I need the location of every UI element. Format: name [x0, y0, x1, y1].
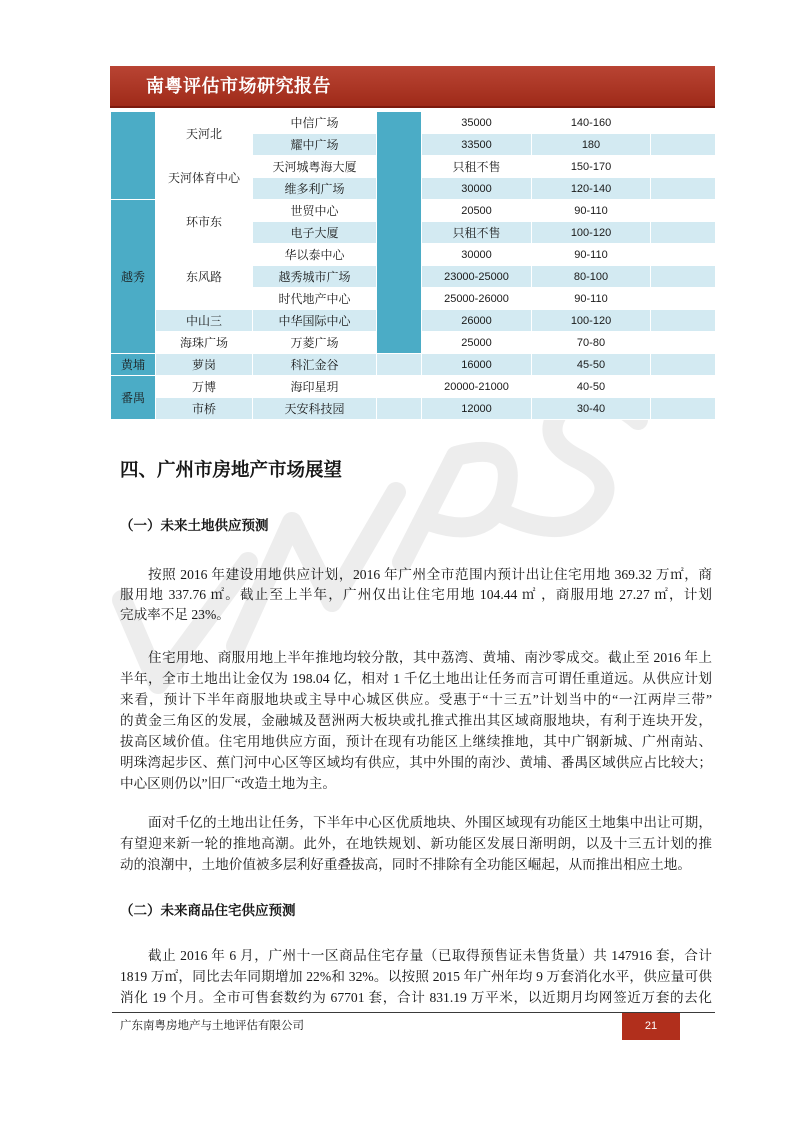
sale-price-cell: 35000 — [422, 112, 532, 134]
sale-price-cell: 16000 — [422, 354, 532, 376]
paragraph-line: 住宅用地、商服用地上半年推地均较分散，其中荔湾、黄埔、南沙零成交。截止至 2016 年上 — [148, 650, 712, 665]
office-price-table — [110, 111, 716, 420]
rent-cell: 100-120 — [532, 222, 651, 244]
district-cell: 番禺 — [111, 376, 156, 420]
blank-cell — [651, 398, 716, 420]
district-cell: 越秀 — [111, 200, 156, 354]
district-cell — [111, 112, 156, 200]
sale-price-cell: 只租不售 — [422, 156, 532, 178]
building-cell: 中华国际中心 — [253, 310, 377, 332]
building-cell: 世贸中心 — [253, 200, 377, 222]
district-cell: 黄埔 — [111, 354, 156, 376]
paragraph-line: 面对千亿的土地出让任务，下半年中心区优质地块、外围区域现有功能区土地集中出让可期， — [148, 815, 712, 830]
area-cell: 环市东 — [156, 200, 253, 244]
blank-cell — [651, 200, 716, 222]
blank-cell — [377, 354, 422, 376]
sale-price-cell: 30000 — [422, 244, 532, 266]
paragraph — [120, 647, 712, 794]
rent-cell: 80-100 — [532, 266, 651, 288]
paragraph-line: 消化 19 个月。全市可售套数约为 67701 套，合计 831.19 万平米，以近期月均网签近万套的去化 — [120, 990, 712, 1005]
report-title: 南粤评估市场研究报告 — [146, 76, 331, 96]
building-cell: 维多利广场 — [253, 178, 377, 200]
rent-cell: 30-40 — [532, 398, 651, 420]
paragraph-line: 半年，全市土地出让金仅为 198.04 亿，相对 1 千亿土地出让任务而言可谓任重道远。从供应计划 — [120, 671, 712, 686]
sale-price-cell: 26000 — [422, 310, 532, 332]
rent-cell: 180 — [532, 134, 651, 156]
area-cell: 海珠广场 — [156, 332, 253, 354]
sale-price-cell: 只租不售 — [422, 222, 532, 244]
paragraph-line: 中心区则仍以”旧厂“改造土地为主。 — [120, 776, 336, 791]
rent-cell: 90-110 — [532, 288, 651, 310]
area-cell: 天河体育中心 — [156, 156, 253, 200]
rent-cell: 90-110 — [532, 200, 651, 222]
area-cell: 万博 — [156, 376, 253, 398]
table-body — [111, 112, 716, 420]
sale-price-cell: 25000-26000 — [422, 288, 532, 310]
blank-cell — [651, 266, 716, 288]
blank-cell — [651, 244, 716, 266]
blank-cell — [651, 222, 716, 244]
building-cell: 越秀城市广场 — [253, 266, 377, 288]
rent-cell: 70-80 — [532, 332, 651, 354]
building-cell: 天河城粤海大厦 — [253, 156, 377, 178]
table-row — [111, 354, 716, 376]
paragraph-line: 按照 2016 年建设用地供应计划，2016 年广州全市范围内预计出让住宅用地 369.32 万㎡，商 — [148, 567, 712, 582]
rent-cell: 120-140 — [532, 178, 651, 200]
sale-price-cell: 20500 — [422, 200, 532, 222]
paragraph — [120, 565, 712, 625]
area-cell: 市桥 — [156, 398, 253, 420]
rent-cell: 150-170 — [532, 156, 651, 178]
table-row — [111, 112, 716, 134]
sale-price-cell: 23000-25000 — [422, 266, 532, 288]
page-number: 21 — [622, 1013, 680, 1040]
paragraph-line: 明珠湾起步区、蕉门河中心区等区域均有供应，其中外围的南沙、黄埔、番禺区域供应占比较大； — [120, 755, 712, 770]
building-cell: 中信广场 — [253, 112, 377, 134]
footer-company-name: 广东南粤房地产与土地评估有限公司 — [120, 1020, 304, 1032]
blank-cell — [651, 178, 716, 200]
building-cell: 天安科技园 — [253, 398, 377, 420]
rent-cell: 100-120 — [532, 310, 651, 332]
rent-cell: 90-110 — [532, 244, 651, 266]
subsection-title: （一）未来土地供应预测 — [120, 518, 269, 533]
building-cell: 时代地产中心 — [253, 288, 377, 310]
area-cell: 东风路 — [156, 244, 253, 310]
paragraph-line: 来看，预计下半年商服地块或主导中心城区供应。受惠于“十三五”计划当中的“一江两岸三带” — [120, 692, 712, 707]
area-cell: 萝岗 — [156, 354, 253, 376]
blank-cell — [651, 354, 716, 376]
building-cell: 科汇金谷 — [253, 354, 377, 376]
blank-cell — [651, 134, 716, 156]
building-cell: 万菱广场 — [253, 332, 377, 354]
sale-price-cell: 12000 — [422, 398, 532, 420]
blank-cell — [377, 398, 422, 420]
paragraph-line: 的黄金三角区的发展，金融城及琶洲两大板块或扎推式推出其区域商服地块，有利于连块开发， — [120, 713, 712, 728]
table-row — [111, 376, 716, 398]
blank-cell — [377, 376, 422, 398]
area-cell: 中山三 — [156, 310, 253, 332]
blank-cell — [377, 112, 422, 354]
paragraph-line: 有望迎来新一轮的推地高潮。此外，在地铁规划、新功能区发展日渐明朗，以及十三五计划的推 — [120, 836, 712, 851]
sale-price-cell: 30000 — [422, 178, 532, 200]
paragraph-line: 拔高区域价值。住宅用地供应方面，预计在现有功能区上继续推地，其中广钢新城、广州南站、 — [120, 734, 712, 749]
blank-cell — [651, 112, 716, 134]
building-cell: 电子大厦 — [253, 222, 377, 244]
table-row — [111, 398, 716, 420]
building-cell: 华以泰中心 — [253, 244, 377, 266]
sale-price-cell: 33500 — [422, 134, 532, 156]
blank-cell — [651, 376, 716, 398]
rent-cell: 40-50 — [532, 376, 651, 398]
blank-cell — [651, 332, 716, 354]
subsection-title: （二）未来商品住宅供应预测 — [120, 903, 296, 918]
rent-cell: 45-50 — [532, 354, 651, 376]
section-title: 四、广州市房地产市场展望 — [120, 459, 343, 480]
paragraph-line: 动的浪潮中，土地价值被多层利好重叠拔高，同时不排除有全功能区崛起，从而推出相应土地。 — [120, 857, 691, 872]
area-cell: 天河北 — [156, 112, 253, 156]
paragraph-line: 1819 万㎡，同比去年同期增加 22%和 32%。以按照 2015 年广州年均 9 万套消化水平，供应量可供 — [120, 969, 712, 984]
sale-price-cell: 25000 — [422, 332, 532, 354]
building-cell: 海印星玥 — [253, 376, 377, 398]
paragraph-line: 完成率不足 23%。 — [120, 607, 230, 622]
building-cell: 耀中广场 — [253, 134, 377, 156]
report-header-band — [110, 66, 715, 108]
sale-price-cell: 20000-21000 — [422, 376, 532, 398]
paragraph — [120, 945, 712, 1008]
paragraph-line: 截止 2016 年 6 月，广州十一区商品住宅存量（已取得预售证未售货量）共 147916 套，合计 — [148, 948, 712, 963]
paragraph-line: 服用地 337.76 ㎡。截止至上半年，广州仅出让住宅用地 104.44 ㎡ ，商服用地 27.27 ㎡，计划 — [120, 587, 712, 602]
blank-cell — [651, 310, 716, 332]
blank-cell — [651, 156, 716, 178]
rent-cell: 140-160 — [532, 112, 651, 134]
paragraph — [120, 812, 712, 875]
blank-cell — [651, 288, 716, 310]
